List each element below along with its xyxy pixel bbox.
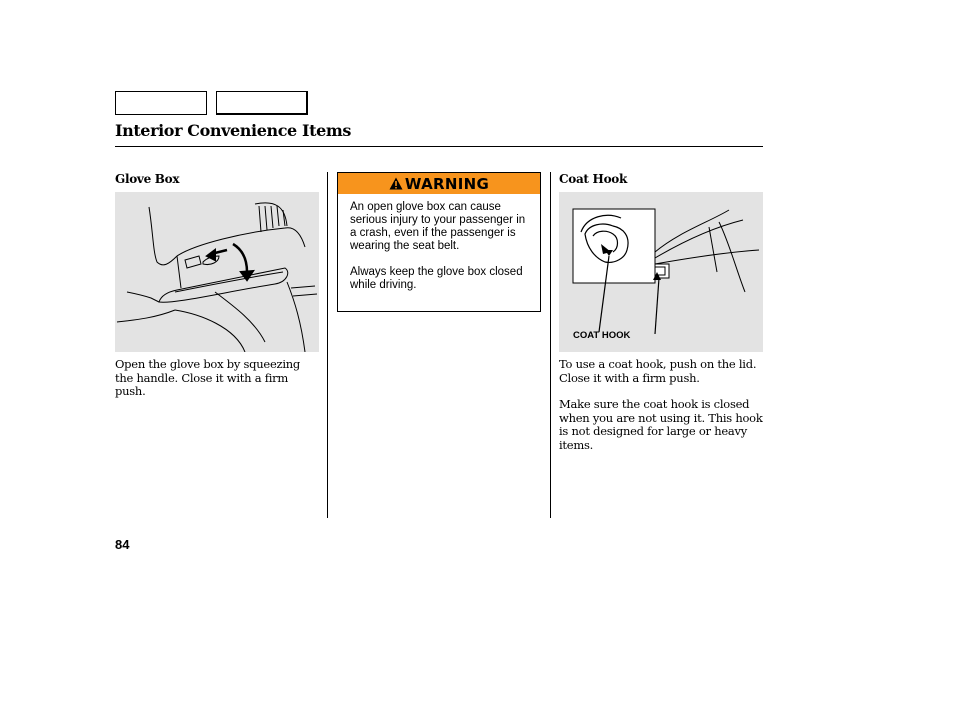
glove-box-illustration bbox=[115, 192, 319, 352]
coat-hook-heading: Coat Hook bbox=[559, 172, 628, 186]
page-number: 84 bbox=[115, 537, 130, 552]
warning-paragraph: Always keep the glove box closed while driving. bbox=[350, 266, 523, 291]
glove-box-body: Open the glove box by squeezing the handle. Close it with a firm push. bbox=[115, 357, 301, 398]
coat-hook-drawing bbox=[559, 192, 763, 352]
coat-hook-body-1: To use a coat hook, push on the lid. Close it with a firm push. bbox=[559, 357, 757, 385]
title-divider bbox=[115, 146, 763, 147]
warning-box bbox=[337, 172, 541, 312]
coat-hook-body-2: Make sure the coat hook is closed when you are not using it. This hook is not designed for large or heavy items. bbox=[559, 397, 763, 452]
section-title: Interior Convenience Items bbox=[115, 121, 351, 140]
coat-hook-callout: COAT HOOK bbox=[573, 330, 631, 341]
nav-tab-2[interactable] bbox=[216, 91, 308, 115]
coat-hook-illustration bbox=[559, 192, 763, 352]
glove-box-drawing bbox=[115, 192, 319, 352]
warning-paragraph: An open glove box can cause serious injury to your passenger in a crash, even if the passenger is wearing the seat belt. bbox=[350, 201, 526, 252]
warning-label: WARNING bbox=[404, 174, 490, 193]
column-divider-left bbox=[327, 172, 328, 518]
warning-text bbox=[350, 201, 532, 292]
warning-header bbox=[338, 173, 540, 194]
warning-triangle-icon bbox=[389, 177, 403, 190]
column-divider-right bbox=[550, 172, 551, 518]
glove-box-heading: Glove Box bbox=[115, 172, 180, 186]
nav-tab-1[interactable] bbox=[115, 91, 207, 115]
